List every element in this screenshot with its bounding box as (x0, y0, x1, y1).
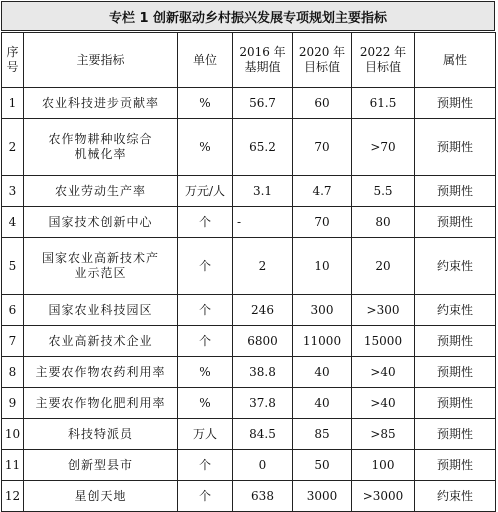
attribute-cell: 约束性 (415, 481, 496, 512)
value-2020-cell: 70 (293, 207, 352, 238)
table-row (2, 357, 496, 388)
value-2016-cell: 56.7 (233, 88, 293, 119)
value-2016-cell: 38.8 (233, 357, 293, 388)
table-row (2, 207, 496, 238)
unit-cell: % (178, 357, 233, 388)
attribute-cell: 预期性 (415, 326, 496, 357)
unit-cell: 个 (178, 238, 233, 295)
table-row (2, 450, 496, 481)
header-unit: 单位 (178, 33, 233, 88)
unit-cell: % (178, 88, 233, 119)
seq-cell: 4 (2, 207, 24, 238)
seq-cell: 1 (2, 88, 24, 119)
seq-cell: 10 (2, 419, 24, 450)
value-2016-cell: 2 (233, 238, 293, 295)
attribute-cell: 预期性 (415, 88, 496, 119)
unit-cell: 个 (178, 326, 233, 357)
value-2016-cell: 37.8 (233, 388, 293, 419)
value-2020-cell: 60 (293, 88, 352, 119)
indicator-cell: 科技特派员 (24, 419, 178, 450)
header-seq: 序号 (2, 33, 24, 88)
value-2020-cell: 40 (293, 357, 352, 388)
value-2016-cell: 638 (233, 481, 293, 512)
value-2020-cell: 3000 (293, 481, 352, 512)
seq-cell: 9 (2, 388, 24, 419)
table-row (2, 326, 496, 357)
unit-cell: 个 (178, 450, 233, 481)
header-row (2, 33, 496, 88)
indicator-cell: 国家农业高新技术产业示范区 (24, 238, 178, 295)
indicator-cell: 农业高新技术企业 (24, 326, 178, 357)
seq-cell: 6 (2, 295, 24, 326)
value-2022-cell: >40 (352, 357, 415, 388)
value-2016-cell: 84.5 (233, 419, 293, 450)
seq-cell: 11 (2, 450, 24, 481)
table-row (2, 295, 496, 326)
value-2020-cell: 85 (293, 419, 352, 450)
attribute-cell: 预期性 (415, 419, 496, 450)
indicator-cell: 主要农作物化肥利用率 (24, 388, 178, 419)
value-2016-cell: 65.2 (233, 119, 293, 176)
indicator-cell: 农业科技进步贡献率 (24, 88, 178, 119)
attribute-cell: 预期性 (415, 119, 496, 176)
value-2020-cell: 4.7 (293, 176, 352, 207)
table-row (2, 388, 496, 419)
header-attribute: 属性 (415, 33, 496, 88)
indicator-cell: 创新型县市 (24, 450, 178, 481)
header-2016-baseline: 2016 年基期值 (233, 33, 293, 88)
attribute-cell: 约束性 (415, 295, 496, 326)
table-row (2, 176, 496, 207)
seq-cell: 8 (2, 357, 24, 388)
value-2016-cell: 6800 (233, 326, 293, 357)
value-2022-cell: 5.5 (352, 176, 415, 207)
attribute-cell: 预期性 (415, 207, 496, 238)
unit-cell: 万元/人 (178, 176, 233, 207)
table-row (2, 419, 496, 450)
seq-cell: 2 (2, 119, 24, 176)
unit-cell: % (178, 388, 233, 419)
value-2020-cell: 70 (293, 119, 352, 176)
attribute-cell: 预期性 (415, 388, 496, 419)
table-row (2, 238, 496, 295)
unit-cell: 个 (178, 481, 233, 512)
value-2020-cell: 40 (293, 388, 352, 419)
value-2022-cell: >300 (352, 295, 415, 326)
header-2022-target: 2022 年目标值 (352, 33, 415, 88)
attribute-cell: 预期性 (415, 357, 496, 388)
indicator-table (1, 32, 496, 512)
attribute-cell: 预期性 (415, 450, 496, 481)
unit-cell: 个 (178, 295, 233, 326)
unit-cell: 个 (178, 207, 233, 238)
value-2020-cell: 300 (293, 295, 352, 326)
value-2016-cell: 3.1 (233, 176, 293, 207)
value-2022-cell: 61.5 (352, 88, 415, 119)
table-row (2, 88, 496, 119)
table-row (2, 119, 496, 176)
table-title: 专栏 1 创新驱动乡村振兴发展专项规划主要指标 (1, 1, 495, 31)
value-2022-cell: 20 (352, 238, 415, 295)
unit-cell: 万人 (178, 419, 233, 450)
value-2022-cell: 100 (352, 450, 415, 481)
header-2020-target: 2020 年目标值 (293, 33, 352, 88)
indicator-cell: 农业劳动生产率 (24, 176, 178, 207)
seq-cell: 3 (2, 176, 24, 207)
value-2022-cell: >85 (352, 419, 415, 450)
indicator-cell: 星创天地 (24, 481, 178, 512)
header-indicator: 主要指标 (24, 33, 178, 88)
value-2016-cell: 246 (233, 295, 293, 326)
value-2020-cell: 10 (293, 238, 352, 295)
seq-cell: 12 (2, 481, 24, 512)
indicator-cell: 农作物耕种收综合机械化率 (24, 119, 178, 176)
seq-cell: 5 (2, 238, 24, 295)
value-2016-cell: 0 (233, 450, 293, 481)
attribute-cell: 约束性 (415, 238, 496, 295)
value-2020-cell: 50 (293, 450, 352, 481)
value-2022-cell: 15000 (352, 326, 415, 357)
table-row (2, 481, 496, 512)
indicator-cell: 国家技术创新中心 (24, 207, 178, 238)
attribute-cell: 预期性 (415, 176, 496, 207)
value-2022-cell: >40 (352, 388, 415, 419)
indicator-cell: 主要农作物农药利用率 (24, 357, 178, 388)
value-2022-cell: 80 (352, 207, 415, 238)
seq-cell: 7 (2, 326, 24, 357)
value-2016-cell: - (233, 207, 293, 238)
value-2020-cell: 11000 (293, 326, 352, 357)
unit-cell: % (178, 119, 233, 176)
value-2022-cell: >70 (352, 119, 415, 176)
value-2022-cell: >3000 (352, 481, 415, 512)
indicator-cell: 国家农业科技园区 (24, 295, 178, 326)
